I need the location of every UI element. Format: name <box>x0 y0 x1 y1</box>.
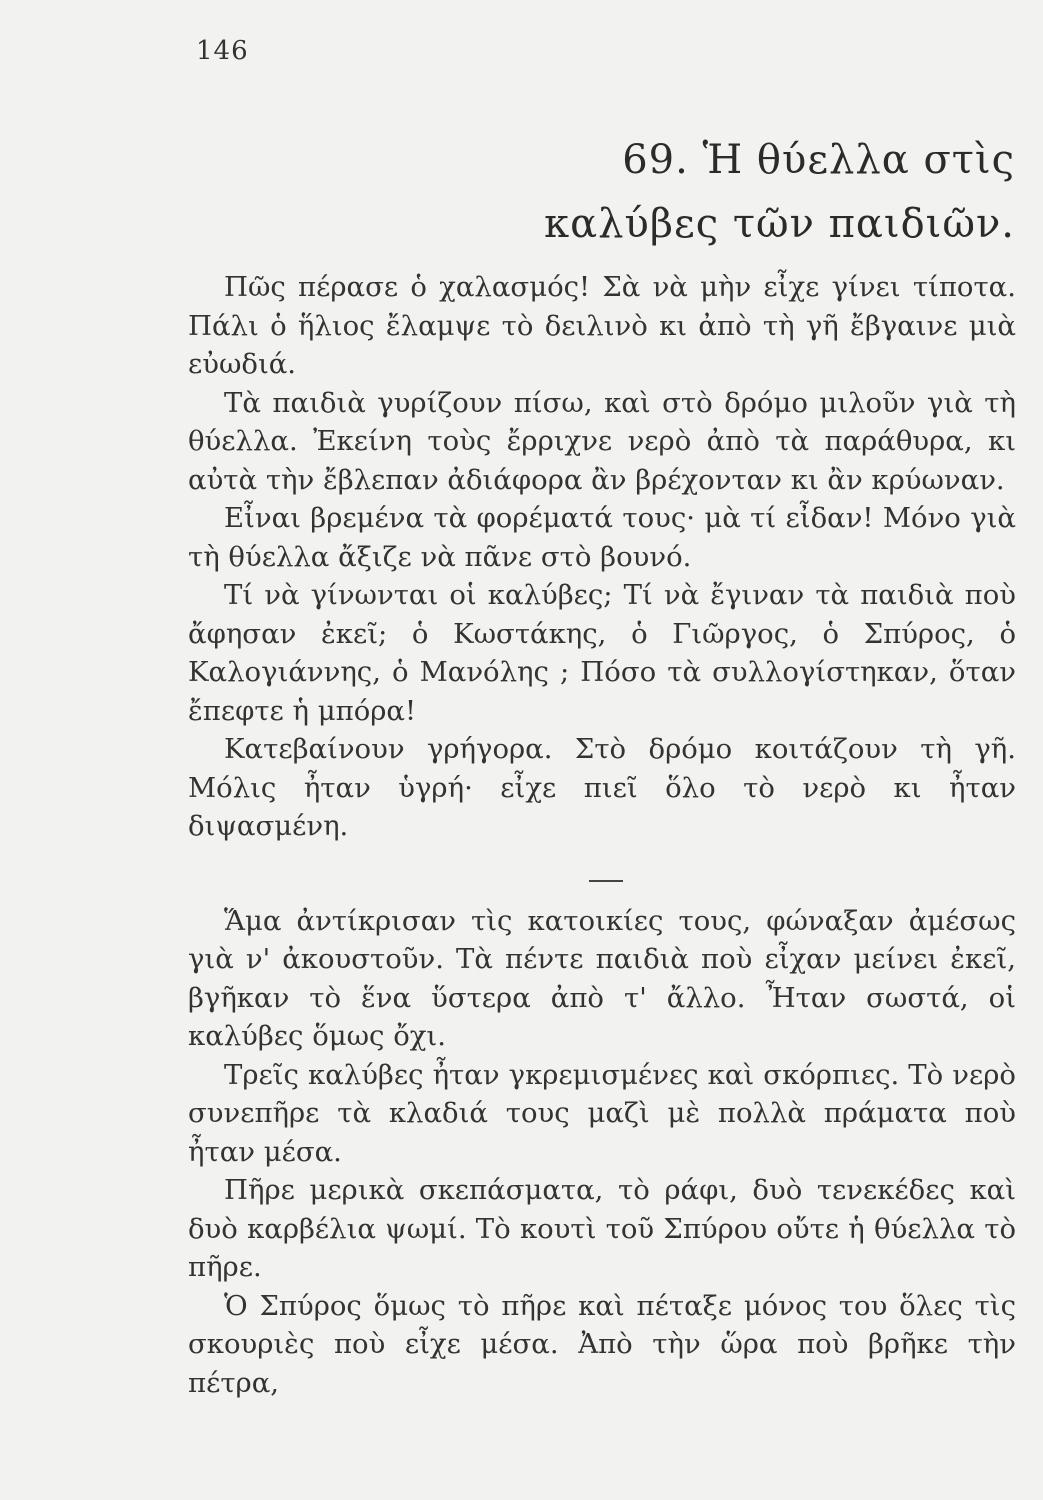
paragraph: Ὁ Σπύρος ὅμως τὸ πῆρε καὶ πέταξε μόνος του ὅλες τὶς σκουριὲς ποὺ εἶχε μέσα. Ἀπὸ τὴν ὥρα ποὺ βρῆκε τὴν πέτρα, <box>188 1289 1016 1399</box>
chapter-title-line-2: καλύβες τῶν παιδιῶν. <box>544 201 1015 247</box>
paragraph: Ἅμα ἀντίκρισαν τὶς κατοικίες τους, φώναξαν ἀμέσως γιὰ ν' ἀκουστοῦν. Τὰ πέντε παιδιὰ ποὺ εἶχαν μείνει ἐκεῖ, βγῆκαν τὸ ἕνα ὕστερα ἀπὸ τ' ἄλλο. Ἦταν σωστά, οἱ καλύβες ὅμως ὄχι. <box>188 904 1016 1052</box>
section-separator <box>589 880 623 882</box>
chapter-title <box>544 128 1015 256</box>
paragraph: Εἶναι βρεμένα τὰ φορέματά τους· μὰ τί εἶδαν! Μόνο γιὰ τὴ θύελλα ἄξιζε νὰ πᾶνε στὸ βουνό. <box>188 502 1016 573</box>
paragraph: Πῆρε μερικὰ σκεπάσματα, τὸ ράφι, δυὸ τενεκέδες καὶ δυὸ καρβέλια ψωμί. Τὸ κουτὶ τοῦ Σπύρου οὔτε ἡ θύελλα τὸ πῆρε. <box>188 1174 1016 1283</box>
paragraph: Τὰ παιδιὰ γυρίζουν πίσω, καὶ στὸ δρόμο μιλοῦν γιὰ τὴ θύελλα. Ἐκείνη τοὺς ἔρριχνε νερὸ ἀπὸ τὰ παράθυρα, κι αὐτὰ τὴν ἔβλεπαν ἀδιάφορα ἂν βρέχονταν κι ἂν κρύωναν. <box>188 386 1016 496</box>
body-text <box>188 268 1016 1402</box>
paragraph: Πῶς πέρασε ὁ χαλασμός! Σὰ νὰ μὴν εἶχε γίνει τίποτα. Πάλι ὁ ἥλιος ἔλαμψε τὸ δειλινὸ κι ἀπὸ τὴ γῆ ἔβγαινε μιὰ εὐωδιά. <box>188 271 1016 380</box>
paragraph: Τρεῖς καλύβες ἦταν γκρεμισμένες καὶ σκόρπιες. Τὸ νερὸ συνεπῆρε τὰ κλαδιά τους μαζὶ μὲ πολλὰ πράματα ποὺ ἦταν μέσα. <box>188 1058 1016 1168</box>
paragraph: Τί νὰ γίνωνται οἱ καλύβες; Τί νὰ ἔγιναν τὰ παιδιὰ ποὺ ἄφησαν ἐκεῖ; ὁ Κωστάκης, ὁ Γιῶργος, ὁ Σπύρος, ὁ Καλογιάννης, ὁ Μανόλης ; Πόσο τὰ συλλογίστηκαν, ὅταν ἔπεφτε ἡ μπόρα! <box>188 579 1016 727</box>
chapter-title-line-1: 69. Ἡ θύελλα στὶς <box>622 137 1015 183</box>
page-number: 146 <box>196 36 249 66</box>
paragraph: Κατεβαίνουν γρήγορα. Στὸ δρόμο κοιτάζουν τὴ γῆ. Μόλις ἦταν ὑγρή· εἶχε πιεῖ ὅλο τὸ νερὸ κι ἦταν διψασμένη. <box>188 733 1016 842</box>
